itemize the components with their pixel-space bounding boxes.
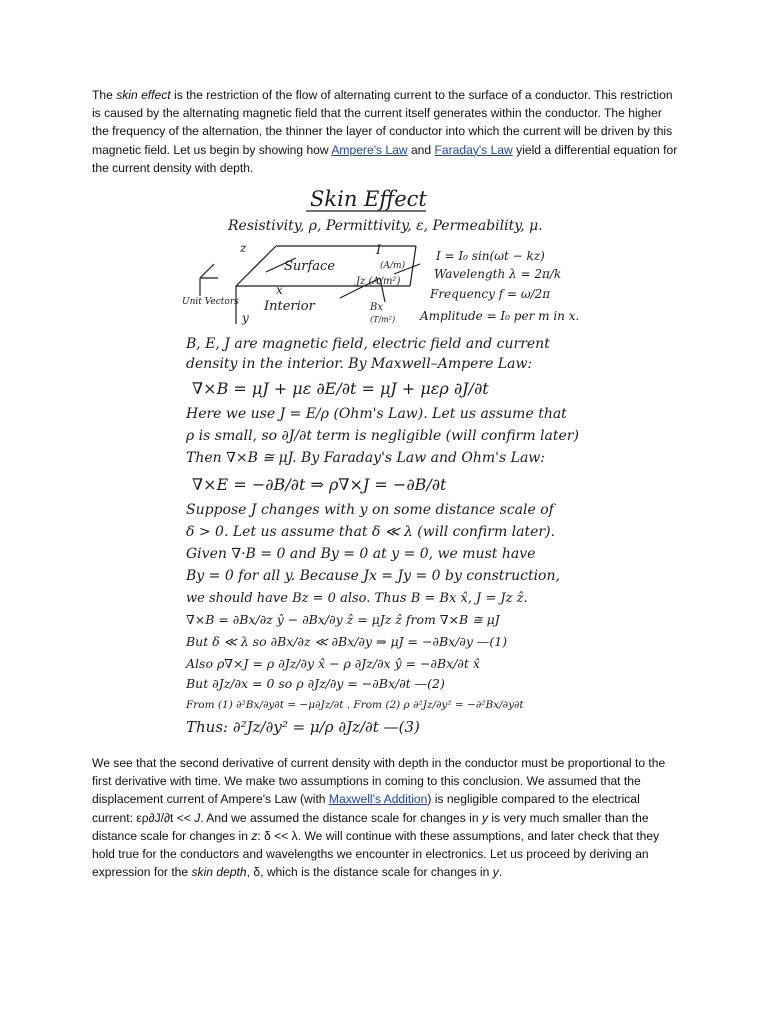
maxwells-addition-link[interactable]: Maxwell's Addition <box>328 792 428 807</box>
intro-text: yield a differential equation for the current density with depth. <box>92 142 678 175</box>
notes-title: Skin Effect <box>310 187 427 211</box>
variable-y: y <box>481 810 488 825</box>
current-I-units: (A/m) <box>380 261 406 271</box>
conclusion-text: . <box>498 865 503 880</box>
derivation-line: we should have Bz = 0 also. Thus B = Bx x̂, J = Jz ẑ. <box>186 591 528 606</box>
derivation-line: Here we use J = E/ρ (Ohm's Law). Let us assume that <box>186 406 567 422</box>
interior-label: Interior <box>264 299 315 314</box>
derivation-equation: But δ ≪ λ so ∂Bx/∂z ≪ ∂Bx/∂y ⇒ μJ = −∂Bx/∂y —(1) <box>186 634 508 649</box>
notes-properties-line: Resistivity, ρ, Permittivity, ε, Permeability, μ. <box>228 218 543 234</box>
conclusion-text: . And we assumed the distance scale for changes in <box>200 810 482 825</box>
bx-label: Bx <box>370 302 383 313</box>
conclusion-text: : δ << λ. We will continue with these assumptions, and later check that they hold true for the conductors and wavelengths we encounter in electronics. Let us proceed by deriving an expression for the <box>92 828 660 880</box>
handwritten-notes-image <box>180 182 588 742</box>
conclusion-text: We see that the second derivative of current density with depth in the conductor must be proportional to the first derivative with time. We make two assumptions in coming to this conclusion. We assumed that the displacement current of Ampere's Law (with <box>92 756 666 807</box>
derivation-line: Suppose J changes with y on some distance scale of <box>186 502 554 518</box>
axis-x-label: x <box>276 283 283 297</box>
faraday-law-link[interactable]: Faraday's Law <box>434 142 513 157</box>
derivation-equation: ∇×B = μJ + με ∂E/∂t = μJ + μερ ∂J/∂t <box>192 379 489 398</box>
variable-z: z <box>251 828 258 843</box>
derivation-line: Then ∇×B ≅ μJ. By Faraday's Law and Ohm's Law: <box>186 450 546 466</box>
eq-wavelength: Wavelength λ = 2π/k <box>434 267 562 281</box>
skin-depth-term: skin depth <box>191 865 247 880</box>
unit-vectors-label: Unit Vectors <box>182 297 239 307</box>
eq-amplitude: Amplitude = I₀ per m in x. <box>420 309 580 323</box>
conclusion-text: is very much smaller than the distance scale for changes in <box>92 810 649 843</box>
jz-label: Jz (A/m²) <box>356 276 401 287</box>
conclusion-text: ) is negligible compared to the electrical current: ερ∂J/∂t << <box>92 792 640 825</box>
variable-y: y <box>492 865 499 880</box>
derivation-equation: ∇×E = −∂B/∂t ⇒ ρ∇×J = −∂B/∂t <box>192 475 447 494</box>
derivation-line: By = 0 for all y. Because Jx = Jy = 0 by construction, <box>186 568 560 584</box>
eq-frequency: Frequency f = ω/2π <box>430 287 551 301</box>
derivation-line: density in the interior. By Maxwell–Ampere Law: <box>186 356 533 372</box>
intro-paragraph <box>92 86 682 177</box>
axis-z-label: z <box>240 241 247 255</box>
conclusion-text: , δ, which is the distance scale for changes in <box>246 865 493 880</box>
axis-y-label: y <box>242 311 249 325</box>
derivation-line: Given ∇·B = 0 and By = 0 at y = 0, we must have <box>186 546 536 562</box>
final-equation: Thus: ∂²Jz/∂y² = μ/ρ ∂Jz/∂t —(3) <box>186 718 420 736</box>
derivation-equation: ∇×B = ∂Bx/∂z ŷ − ∂Bx/∂y ẑ = μJz ẑ from ∇×B ≅ μJ <box>186 612 500 627</box>
ampere-law-link[interactable]: Ampere's Law <box>331 142 408 157</box>
derivation-equation: From (1) ∂²Bx/∂y∂t = −μ∂Jz/∂t . From (2) ρ ∂²Jz/∂y² = −∂²Bx/∂y∂t <box>186 699 524 711</box>
derivation-equation: Also ρ∇×J = ρ ∂Jz/∂y x̂ − ρ ∂Jz/∂x ŷ = −∂Bx/∂t x̂ <box>186 656 480 671</box>
derivation-line: δ > 0. Let us assume that δ ≪ λ (will confirm later). <box>186 524 556 540</box>
conclusion-paragraph <box>92 754 682 881</box>
derivation-line: ρ is small, so ∂J/∂t term is negligible (will confirm later) <box>186 428 579 444</box>
intro-text: The <box>92 88 117 102</box>
current-density-symbol: J <box>194 810 201 825</box>
derivation-equation: But ∂Jz/∂x = 0 so ρ ∂Jz/∂y = −∂Bx/∂t —(2) <box>186 676 445 691</box>
derivation-line: B, E, J are magnetic field, electric field and current <box>186 336 550 352</box>
surface-label: Surface <box>284 259 336 274</box>
intro-text: is the restriction of the flow of alternating current to the surface of a conductor. This restriction is caused by the alternating magnetic field that the current itself generates within the conductor. The higher the frequency of the alternation, the thinner the layer of conductor into which the current will be driven by this magnetic field. Let us begin by showing how <box>92 88 673 157</box>
skin-effect-term: skin effect <box>116 88 171 102</box>
intro-text: and <box>407 142 435 157</box>
current-I-label: I <box>376 243 382 258</box>
bx-units: (T/m²) <box>370 315 396 324</box>
eq-current: I = I₀ sin(ωt − kz) <box>436 249 545 263</box>
